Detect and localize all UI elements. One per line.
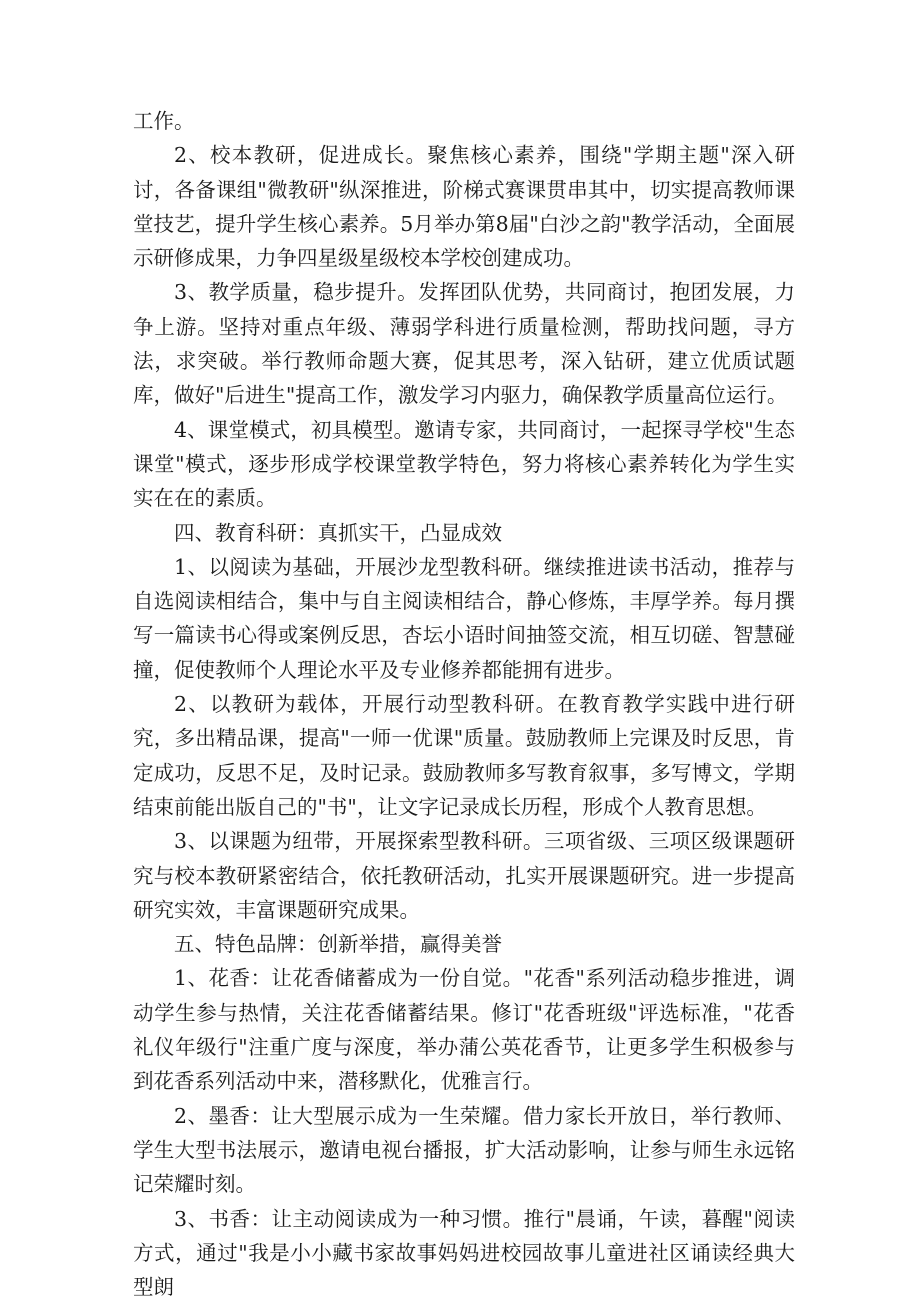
paragraph-action-research: 2、以教研为载体，开展行动型教科研。在教育教学实践中进行研究，多出精品课，提高"一师一优课"质量。鼓励教师上完课及时反思，肯定成功，反思不足，及时记录。鼓励教师多写教育叙事，多写博文，学期结束前能出版自己的"书"，让文字记录成长历程，形成个人教育思想。 (133, 687, 795, 824)
section-heading-research: 四、教育科研：真抓实干，凸显成效 (133, 516, 795, 550)
paragraph-book-fragrance: 3、书香：让主动阅读成为一种习惯。推行"晨诵，午读，暮醒"阅读方式，通过"我是小小藏书家故事妈妈进校园故事儿童进社区诵读经典大型朗 (133, 1202, 795, 1304)
paragraph-teaching-quality: 3、教学质量，稳步提升。发挥团队优势，共同商讨，抱团发展，力争上游。坚持对重点年级、薄弱学科进行质量检测，帮助找问题，寻方法，求突破。举行教师命题大赛，促其思考，深入钻研，建立优质试题库，做好"后进生"提高工作，激发学习内驱力，确保教学质量高位运行。 (133, 275, 795, 412)
paragraph-school-research: 2、校本教研，促进成长。聚焦核心素养，围绕"学期主题"深入研讨，各备课组"微教研"纵深推进，阶梯式赛课贯串其中，切实提高教师课堂技艺，提升学生核心素养。5月举办第8届"白沙之韵"教学活动，全面展示研修成果，力争四星级星级校本学校创建成功。 (133, 138, 795, 275)
paragraph-ink-fragrance: 2、墨香：让大型展示成为一生荣耀。借力家长开放日，举行教师、学生大型书法展示，邀请电视台播报，扩大活动影响，让参与师生永远铭记荣耀时刻。 (133, 1099, 795, 1202)
paragraph-flower-fragrance: 1、花香：让花香储蓄成为一份自觉。"花香"系列活动稳步推进，调动学生参与热情，关注花香储蓄结果。修订"花香班级"评选标准，"花香礼仪年级行"注重广度与深度，举办蒲公英花香节，让更多学生积极参与到花香系列活动中来，潜移默化，优雅言行。 (133, 961, 795, 1098)
paragraph-reading-salon: 1、以阅读为基础，开展沙龙型教科研。继续推进读书活动，推荐与自选阅读相结合，集中与自主阅读相结合，静心修炼，丰厚学养。每月撰写一篇读书心得或案例反思，杏坛小语时间抽签交流，相互切磋、智慧碰撞，促使教师个人理论水平及专业修养都能拥有进步。 (133, 550, 795, 687)
paragraph-topic-research: 3、以课题为纽带，开展探索型教科研。三项省级、三项区级课题研究与校本教研紧密结合，依托教研活动，扎实开展课题研究。进一步提高研究实效，丰富课题研究成果。 (133, 824, 795, 927)
paragraph-classroom-model: 4、课堂模式，初具模型。邀请专家，共同商讨，一起探寻学校"生态课堂"模式，逐步形成学校课堂教学特色，努力将核心素养转化为学生实实在在的素质。 (133, 413, 795, 516)
document-body (133, 104, 795, 1304)
section-heading-brand: 五、特色品牌：创新举措，赢得美誉 (133, 927, 795, 961)
paragraph-continuation: 工作。 (133, 104, 795, 138)
